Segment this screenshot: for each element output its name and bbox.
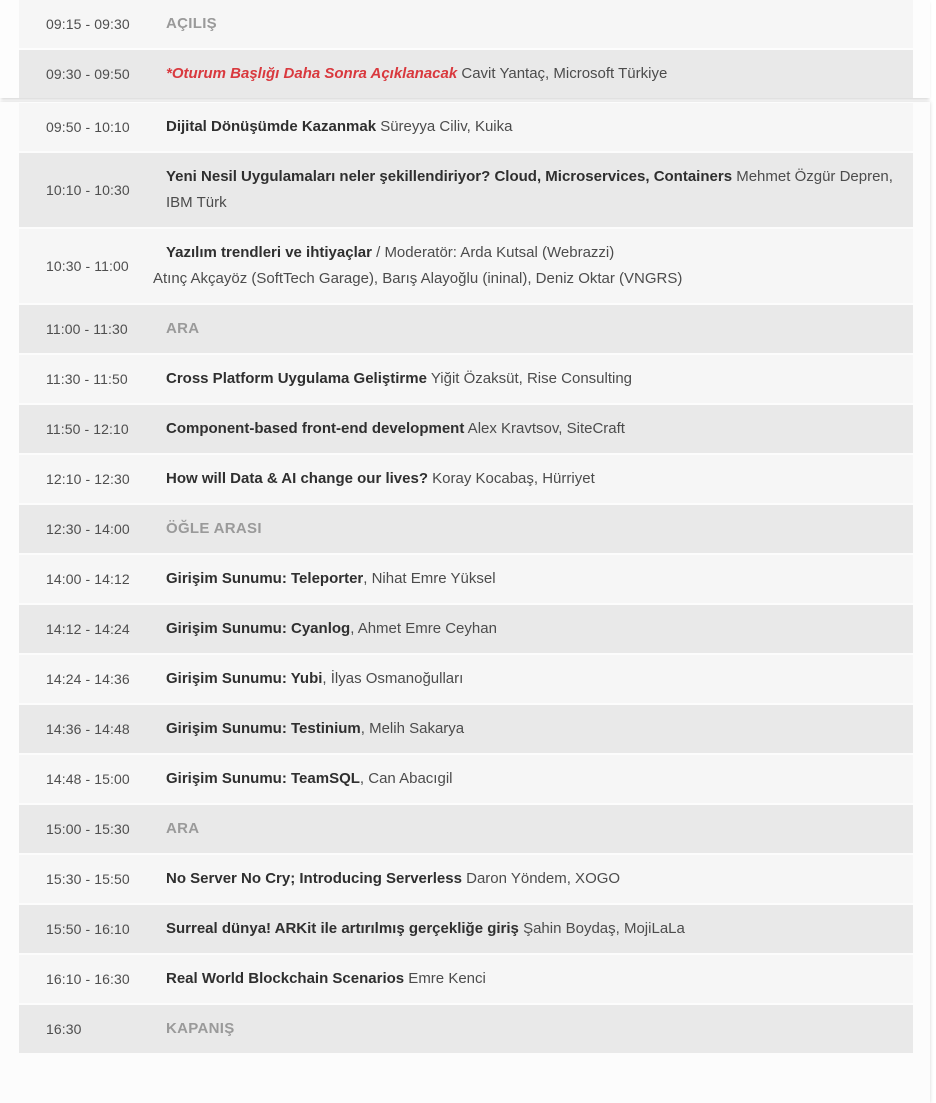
session-time: 10:30 - 11:00 [46, 258, 129, 274]
session-line1 [166, 866, 620, 892]
session-content [166, 505, 270, 553]
session-time: 15:00 - 15:30 [46, 821, 130, 837]
session-time: 14:24 - 14:36 [46, 671, 130, 687]
session-content [166, 1005, 243, 1053]
session-content [153, 229, 690, 303]
schedule-main-section [0, 102, 930, 1103]
session-content [166, 103, 520, 151]
session-content [166, 50, 675, 98]
session-line1 [166, 816, 199, 842]
session-time: 12:10 - 12:30 [46, 471, 130, 487]
schedule-row [19, 0, 913, 48]
session-speaker: Cavit Yantaç, Microsoft Türkiye [457, 65, 668, 82]
session-content [166, 955, 494, 1003]
session-speaker: Emre Kenci [404, 970, 486, 987]
session-title: Real World Blockchain Scenarios [166, 970, 405, 987]
session-line1 [166, 766, 452, 792]
schedule-row [19, 103, 913, 151]
session-time: 14:00 - 14:12 [46, 571, 130, 587]
session-content [166, 355, 640, 403]
session-time: 12:30 - 14:00 [46, 521, 130, 537]
session-title: How will Data & AI change our lives? [166, 470, 428, 487]
session-speaker: , Can Abacıgil [359, 770, 453, 787]
session-time: 15:50 - 16:10 [46, 921, 130, 937]
session-line1 [166, 566, 496, 592]
session-time: 09:15 - 09:30 [46, 16, 130, 32]
schedule-row [19, 229, 913, 303]
session-title: Yeni Nesil Uygulamaları neler şekillendiriyor? Cloud, Microservices, Containers [166, 168, 733, 185]
session-line1 [166, 966, 486, 992]
schedule-row [19, 1005, 913, 1053]
session-speaker: , İlyas Osmanoğulları [322, 670, 464, 687]
schedule-top-section [0, 0, 930, 98]
schedule-row [19, 655, 913, 703]
session-time: 14:48 - 15:00 [46, 771, 130, 787]
session-content [166, 305, 207, 353]
session-speaker: , Ahmet Emre Ceyhan [350, 620, 497, 637]
session-speaker: Koray Kocabaş, Hürriyet [428, 470, 595, 487]
session-time: 15:30 - 15:50 [46, 871, 130, 887]
session-content [166, 605, 505, 653]
schedule-row [19, 355, 913, 403]
session-time: 11:00 - 11:30 [46, 321, 128, 337]
session-time: 11:50 - 12:10 [46, 421, 129, 437]
session-line1 [166, 716, 464, 742]
session-content [166, 455, 603, 503]
session-speaker: / Moderatör: Arda Kutsal (Webrazzi) [371, 244, 615, 261]
schedule-row [19, 305, 913, 353]
session-time: 09:50 - 10:10 [46, 119, 130, 135]
session-title: ÖĞLE ARASI [166, 520, 262, 537]
session-title: Component-based front-end development [166, 420, 465, 437]
schedule-row [19, 755, 913, 803]
session-speaker: Daron Yöndem, XOGO [461, 870, 621, 887]
schedule-row [19, 50, 913, 98]
session-speaker: , Nihat Emre Yüksel [363, 570, 496, 587]
session-time: 09:30 - 09:50 [46, 66, 130, 82]
session-line1 [166, 61, 667, 87]
session-content [166, 655, 471, 703]
session-line1 [166, 316, 199, 342]
session-title: Girişim Sunumu: TeamSQL [166, 770, 360, 787]
session-title: Girişim Sunumu: Teleporter [166, 570, 364, 587]
session-title: ARA [166, 820, 200, 837]
session-speaker: , Melih Sakarya [360, 720, 465, 737]
session-title: Surreal dünya! ARKit ile artırılmış gerçekliğe giriş [166, 920, 519, 937]
session-speaker: Yiğit Özaksüt, Rise Consulting [426, 370, 633, 387]
session-speaker: Mehmet Özgür Depren, IBM Türk [166, 168, 893, 211]
session-title: Girişim Sunumu: Cyanlog [166, 620, 351, 637]
schedule-row [19, 605, 913, 653]
session-line1 [166, 666, 463, 692]
session-title: KAPANIŞ [166, 1020, 235, 1037]
schedule-row [19, 153, 913, 227]
session-title: *Oturum Başlığı Daha Sonra Açıklanacak [166, 65, 458, 82]
session-content [166, 705, 472, 753]
session-content [166, 755, 460, 803]
session-time: 11:30 - 11:50 [46, 371, 128, 387]
session-line1 [166, 114, 512, 140]
session-line1 [166, 916, 685, 942]
session-content [166, 905, 693, 953]
session-content [166, 805, 207, 853]
session-title: Girişim Sunumu: Yubi [166, 670, 323, 687]
session-title: No Server No Cry; Introducing Serverless [166, 870, 462, 887]
session-time: 16:10 - 16:30 [46, 971, 130, 987]
schedule-row [19, 955, 913, 1003]
session-line1 [166, 466, 595, 492]
session-speaker: Alex Kravtsov, SiteCraft [464, 420, 625, 437]
session-content [166, 555, 504, 603]
session-line1 [166, 11, 217, 37]
session-line1 [166, 164, 905, 216]
schedule-row [19, 905, 913, 953]
session-title: Cross Platform Uygulama Geliştirme [166, 370, 427, 387]
schedule-row [19, 805, 913, 853]
session-title: ARA [166, 320, 200, 337]
session-speakers-line: Atınç Akçayöz (SoftTech Garage), Barış Alayoğlu (ininal), Deniz Oktar (VNGRS) [153, 270, 683, 287]
schedule-row [19, 405, 913, 453]
session-content [166, 0, 225, 48]
session-line1 [166, 240, 682, 266]
session-line1 [166, 516, 262, 542]
schedule-row [19, 555, 913, 603]
session-time: 16:30 [46, 1021, 82, 1037]
session-speaker: Şahin Boydaş, MojiLaLa [518, 920, 685, 937]
session-content [166, 405, 633, 453]
session-content [166, 855, 628, 903]
session-time: 14:36 - 14:48 [46, 721, 130, 737]
session-line1 [166, 416, 625, 442]
session-line1 [166, 616, 497, 642]
schedule-row [19, 705, 913, 753]
schedule-row [19, 505, 913, 553]
session-content [166, 153, 913, 227]
schedule-row [19, 455, 913, 503]
session-title: Yazılım trendleri ve ihtiyaçlar [166, 244, 372, 261]
schedule-row [19, 855, 913, 903]
session-title: Girişim Sunumu: Testinium [166, 720, 361, 737]
session-title: AÇILIŞ [166, 15, 217, 32]
session-time: 10:10 - 10:30 [46, 182, 130, 198]
session-time: 14:12 - 14:24 [46, 621, 130, 637]
session-speaker: Süreyya Ciliv, Kuika [376, 118, 513, 135]
session-line1 [166, 366, 632, 392]
session-title: Dijital Dönüşümde Kazanmak [166, 118, 377, 135]
